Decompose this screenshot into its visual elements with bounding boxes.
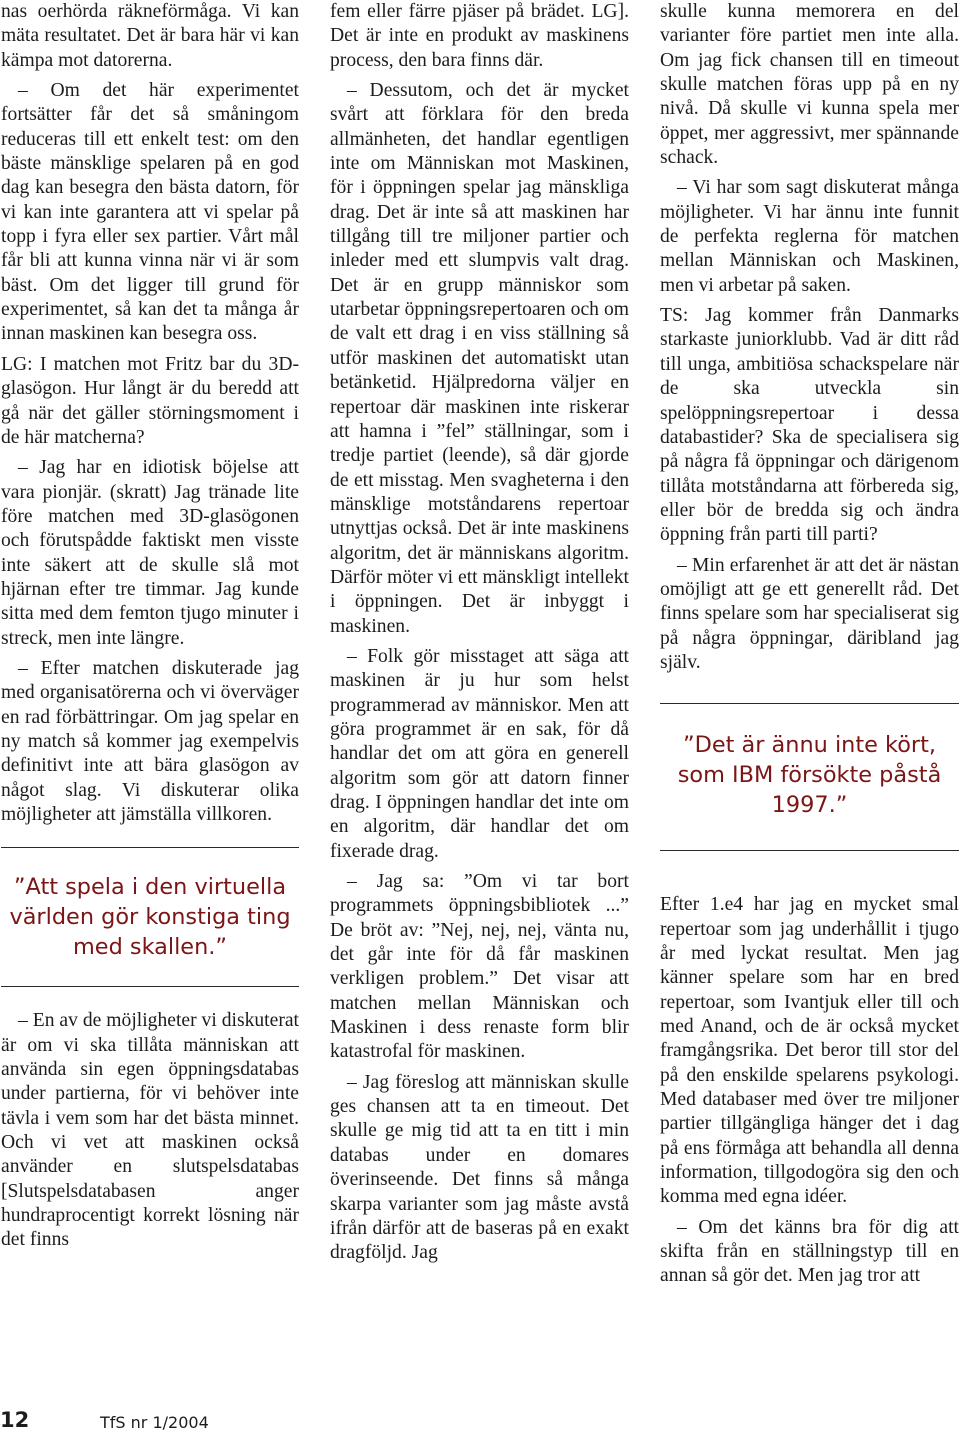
article-column-3	[660, 0, 959, 1295]
paragraph: – Jag föreslog att människan skulle ges chansen att ta en timeout. Det skulle ge mig tid att ta en titt i min databas under en domares överinseende. Det finns så många skarpa varianter som jag måste avstå ifrån därför att de baseras på en exakt dragföljd. Jag	[330, 1071, 629, 1264]
paragraph: – Min erfarenhet är att det är nästan omöjligt att ge ett generellt råd. Det finns spelare som har specialiserat sig på några öppningar, däribland jag själv.	[660, 554, 959, 673]
page-number: 12	[0, 1408, 30, 1432]
magazine-issue: TfS nr 1/2004	[100, 1413, 209, 1432]
paragraph: – Jag sa: ”Om vi tar bort programmets öppningsbibliotek ...” De bröt av: ”Nej, nej, nej, vänta nu, det går inte för då får maskinen verkligen problem.” Det visar att matchen mellan Människan och Maskinen i dess renaste form blir katastrofal för maskinen.	[330, 871, 629, 1063]
paragraph: – Jag har en idiotisk böjelse att vara pionjär. (skratt) Jag tränade lite före matchen med 3D-glasögonen och förutspådde faktiskt men visste inte säkert att de skulle slå mot hjärnan efter tre timmar. Jag kunde sitta med dem femton tjugo minuter i streck, men inte längre.	[1, 457, 299, 649]
interview-question: TS: Jag kommer från Danmarks starkaste juniorklubb. Vad är ditt råd till unga, ambitiösa schackspelare när de ska utveckla sin spelöppningsrepertoar i dessa databastider? Ska de specialisera sig på några få öppningar och därigenom tillåta motståndarna att förbereda sig, eller bör de bredda sig och ändra öppning från parti till parti?	[660, 305, 959, 546]
paragraph: – Om det känns bra för dig att skifta från en ställningstyp till en annan så gör det. Men jag tror att	[660, 1216, 959, 1287]
pull-quote: ”Det är ännu inte kört, som IBM försökte påstå 1997.”	[660, 703, 959, 851]
paragraph: fem eller färre pjäser på brädet. LG]. Det är inte en produkt av maskinens process, den bara finns där.	[330, 1, 629, 71]
paragraph: – Efter matchen diskuterade jag med organisatörerna och vi överväger en rad förbättringar. Om jag spelar en ny match så kommer jag exempelvis definitivt inte att bära glasögon av något slag. Vi diskuterar olika möjligheter att jämställa villkoren.	[1, 657, 299, 825]
paragraph: – Om det här experimentet fortsätter får det så småningom reduceras till ett enkelt test: om den bäste mänsklige spelaren på en god dag kan besegra den bästa datorn, för vi kan inte garantera att vi spelar på topp i fyra eller sex partier. Vårt mål får bli att kunna vinna när vi är som bäst. Om det ligger till grund för experimentet, så kan det ta många år innan maskinen kan besegra oss.	[1, 80, 299, 345]
article-column-2	[330, 0, 629, 1272]
paragraph: – Dessutom, och det är mycket svårt att förklara för den breda allmänheten, det handlar egentligen inte om Människan mot Maskinen, för i öppningen spelar jag mänskliga drag. Det är inte så att maskinen har tillgång till tre miljoner partier och inleder med ett slumpvis valt drag. Det är en grupp människor som utarbetar öppningsrepertoaren och om de valt ett drag i en viss ställning så utför maskinen det automatiskt utan betänketid. Hjälpredorna väljer en repertoar där maskinen inte riskerar att hamna i ”fel” ställningar, som i tredje partiet (leende), så där gjorde de ett misstag. Men svagheterna i den mänsklige motståndarens repertoar utnyttjas också. Det är inte maskinens algoritm, det är människans algoritm. Därför möter vi ett mänskligt intellekt i öppningen. Det är inbyggt i maskinen.	[330, 80, 629, 637]
paragraph: – En av de möjligheter vi diskuterat är om vi ska tillåta människan att använda sin egen öppningsdatabas under partierna, för vi behöver inte tävla i vem som har det bästa minnet. Och vi vet att maskinen också använder en slutspelsdatabas [Slutspelsdatabasen anger hundraprocentigt korrekt lösning när det finns	[1, 1010, 299, 1251]
paragraph: skulle kunna memorera en del varianter före partiet men inte alla. Om jag fick chansen till en timeout skulle matchen föras upp på en ny nivå. Då skulle vi kunna spela mer öppet, mer aggressivt, mer spännande schack.	[660, 1, 959, 169]
pull-quote: ”Att spela i den virtuella världen gör konstiga ting med skallen.”	[1, 847, 299, 987]
paragraph: nas oerhörda räkneförmåga. Vi kan mäta resultatet. Det är bara här vi kan kämpa mot datorerna.	[1, 1, 299, 71]
paragraph: Efter 1.e4 har jag en mycket smal repertoar som jag underhållit i tjugo år med lyckat resultat. Men jag känner spelare som har en bred repertoar, som Ivantjuk eller till och med Anand, och de är också mycket framgångsrika. Det beror till stor del på den enskilde spelarens psykologi. Med databaser med över tre miljoner partier tillgängliga hänger det i dag på ens förmåga att behandla all denna information, tillgodogöra sig den och komma med egna idéer.	[660, 894, 959, 1208]
page-footer	[0, 1409, 300, 1431]
article-column-1	[1, 0, 299, 1259]
interview-question: LG: I matchen mot Fritz bar du 3D-glasögon. Hur långt är du beredd att gå när det gäller störningsmoment i de här matcherna?	[1, 353, 299, 448]
paragraph: – Vi har som sagt diskuterat många möjligheter. Vi har ännu inte funnit de perfekta reglerna för matchen mellan Människan och Maskinen, men vi arbetar på saken.	[660, 177, 959, 296]
paragraph: – Folk gör misstaget att säga att maskinen är ju hur som helst programmerad av människor. Men att göra programmet är en sak, för då handlar det om att göra en generell algoritm som gör att datorn finner drag. I öppningen handlar det inte om en algoritm, där handlar det om fixerade drag.	[330, 645, 629, 862]
